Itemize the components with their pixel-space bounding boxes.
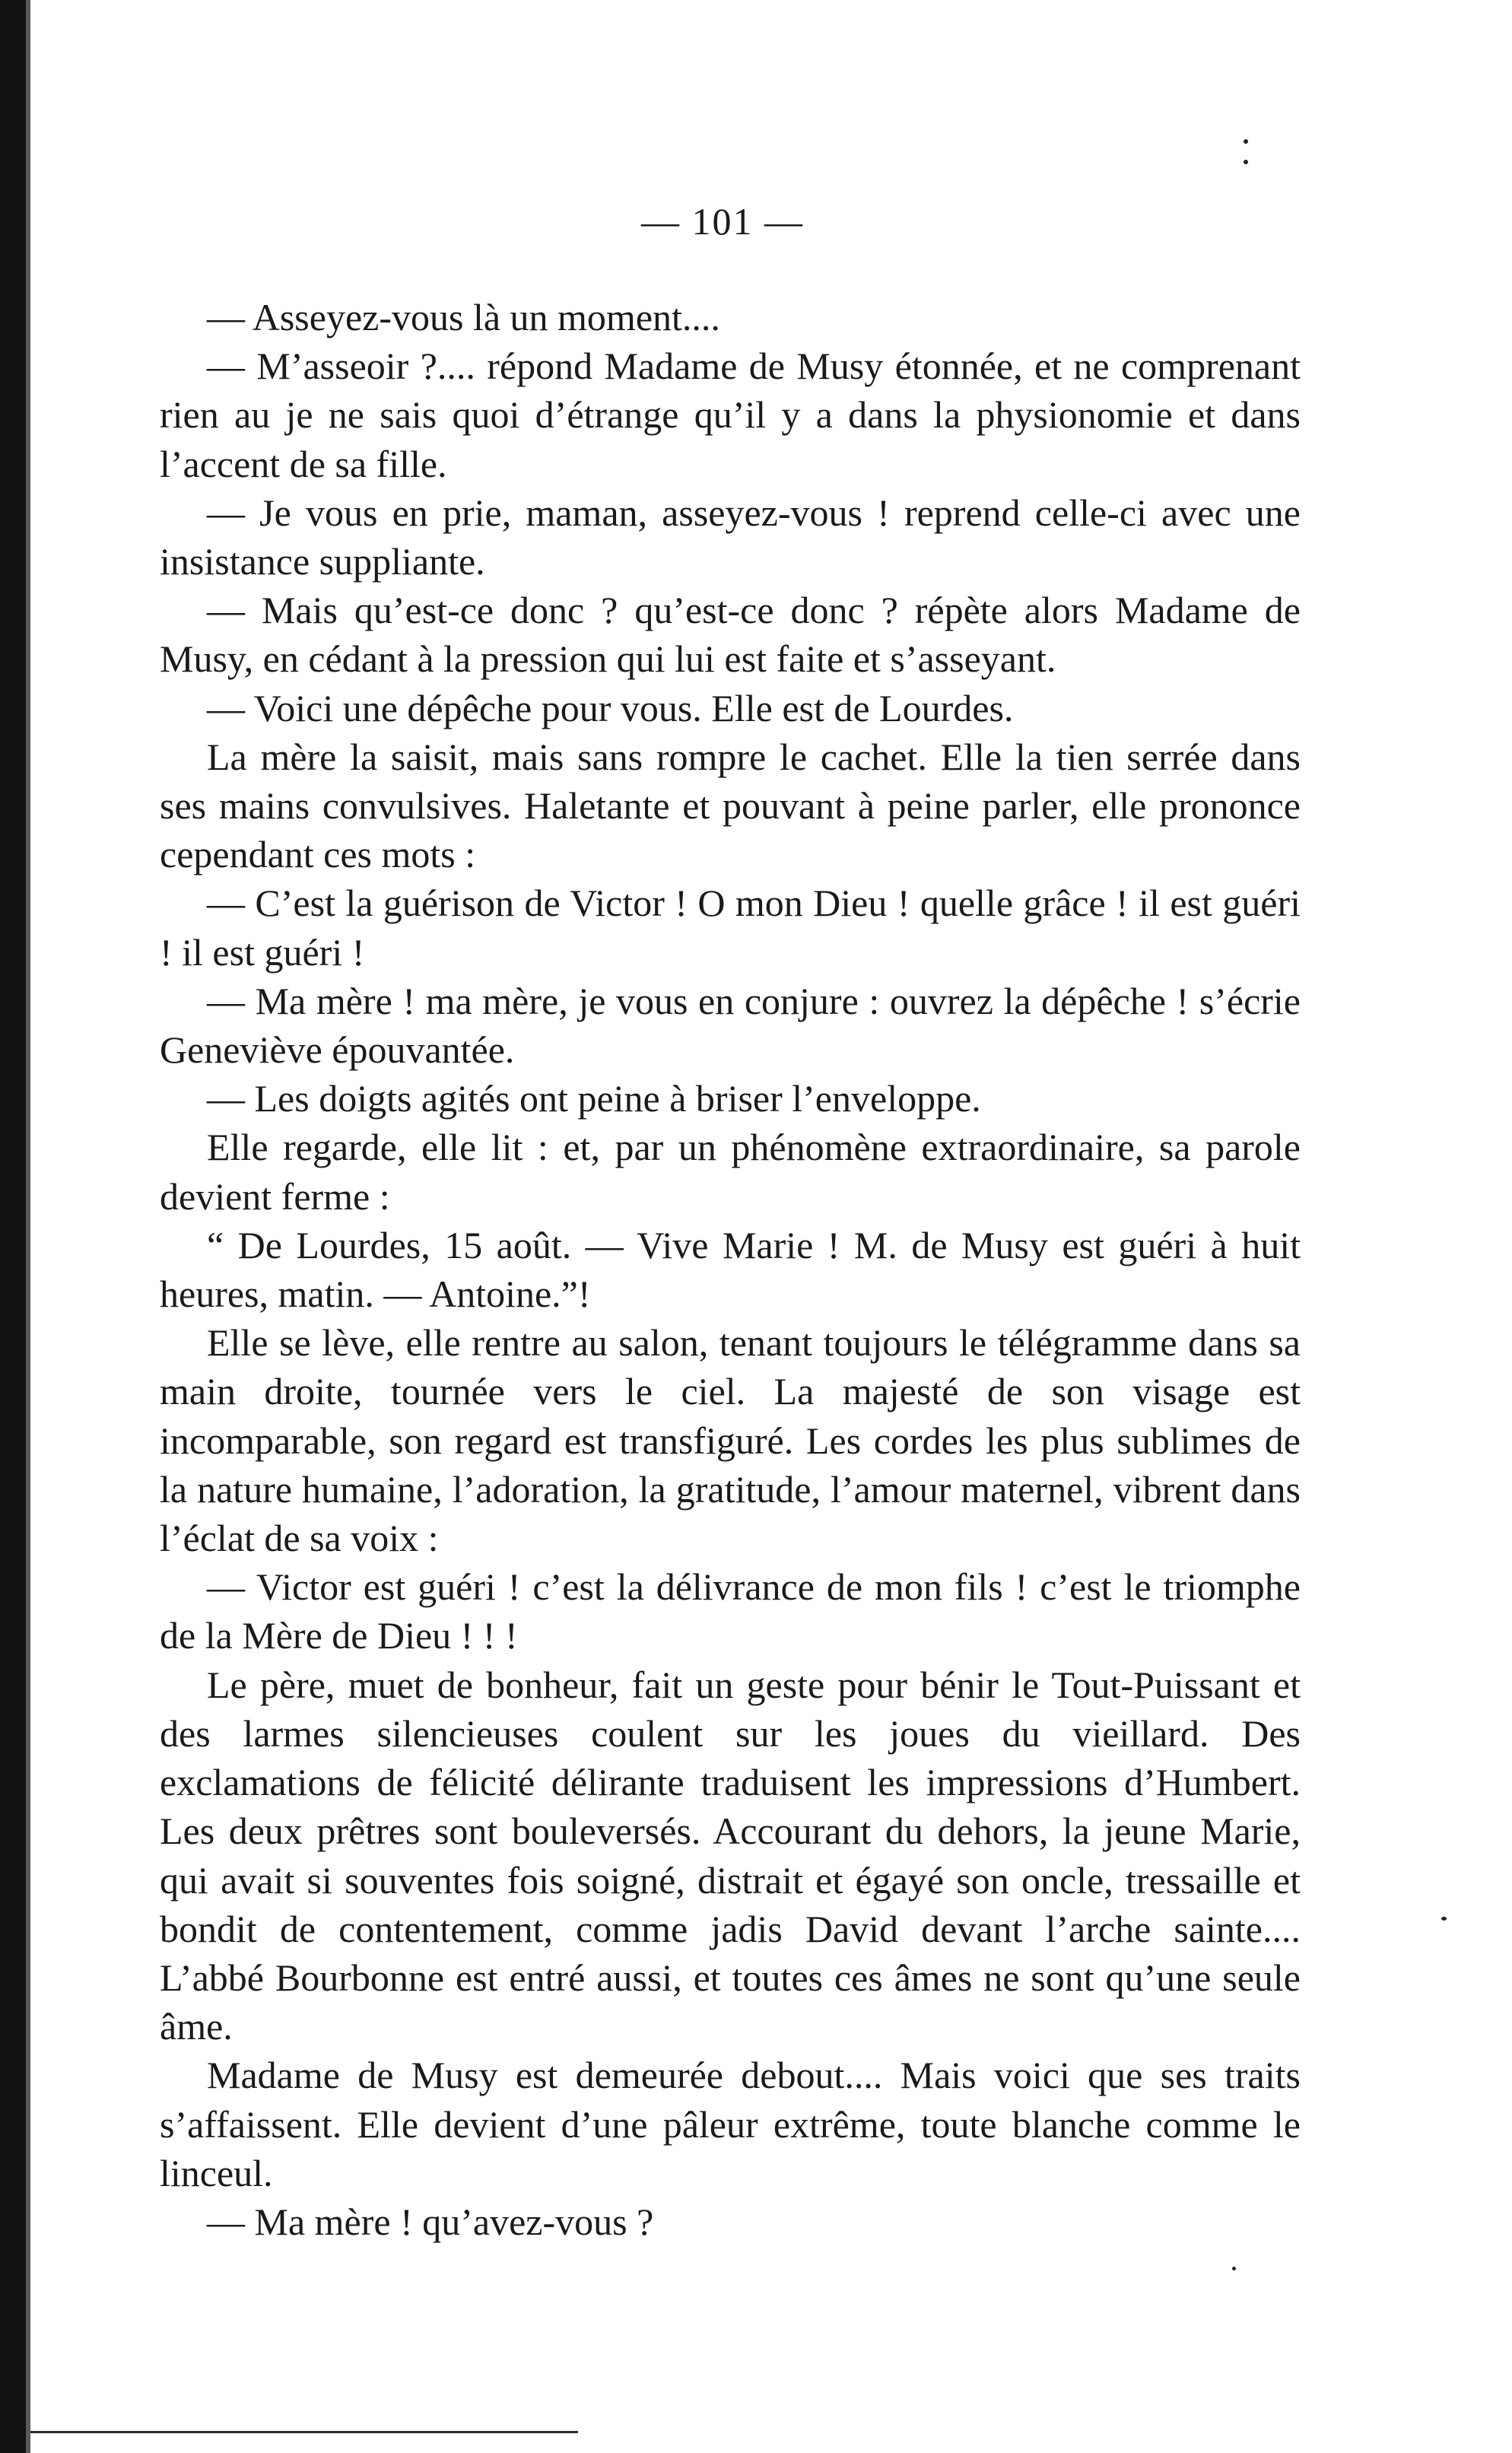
paragraph: — Asseyez-vous là un moment.... [207, 296, 720, 338]
paragraph: — Les doigts agités ont peine à briser l’enveloppe. [207, 1077, 981, 1120]
paragraph: — Ma mère ! ma mère, je vous en conjure : ouvrez la dépêche ! s’écrie Geneviève épouvantée. [160, 979, 1301, 1072]
paragraph: Madame de Musy est demeurée debout.... Mais voici que ses traits s’affaissent. Elle devient d’une pâleur extrême, toute blanche comme le linceul. [160, 2054, 1301, 2194]
paragraph: — C’est la guérison de Victor ! O mon Dieu ! quelle grâce ! il est guéri ! il est guéri ! [160, 882, 1301, 974]
print-speck [1232, 2267, 1236, 2270]
paragraph: Le père, muet de bonheur, fait un geste pour bénir le Tout-Puissant et des larmes silencieuses coulent sur les joues du vieillard. Des exclamations de félicité délirante traduisent les impressions d’Humbert. Les deux prêtres sont bouleversés. Accourant du dehors, la jeune Marie, qui avait si souventes fois soigné, distrait et égayé son oncle, tressaille et bondit de contentement, comme jadis David devant l’arche sainte.... L’abbé Bourbonne est entré aussi, et toutes ces âmes ne sont qu’une seule âme. [160, 1663, 1301, 2048]
paragraph: — Je vous en prie, maman, asseyez-vous ! reprend celle-ci avec une insistance suppliante. [160, 491, 1301, 583]
print-speck [1244, 160, 1248, 164]
paragraph: La mère la saisit, mais sans rompre le cachet. Elle la tien serrée dans ses mains convulsives. Haletante et pouvant à peine parler, elle prononce cependant ces mots : [160, 735, 1301, 876]
paragraph: Elle se lève, elle rentre au salon, tenant toujours le télégramme dans sa main droite, tournée vers le ciel. La majesté de son visage est incomparable, son regard est transfiguré. Les cordes les plus sublimes de la nature humaine, l’adoration, la gratitude, l’amour maternel, vibrent dans l’éclat de sa voix : [160, 1321, 1301, 1560]
bottom-rule [30, 2431, 578, 2433]
paragraph: — Victor est guéri ! c’est la délivrance de mon fils ! c’est le triomphe de la Mère de Dieu ! ! ! [160, 1565, 1301, 1657]
print-speck [1441, 1917, 1447, 1921]
paragraph: — Ma mère ! qu’avez-vous ? [207, 2200, 654, 2243]
page-binding-edge [0, 0, 26, 2453]
page-number: — 101 — [641, 200, 804, 243]
paragraph: “ De Lourdes, 15 août. — Vive Marie ! M. de Musy est guéri à huit heures, matin. — Antoine.”! [160, 1223, 1301, 1316]
paragraph: — Mais qu’est-ce donc ? qu’est-ce donc ? répète alors Madame de Musy, en cédant à la pression qui lui est faite et s’asseyant. [160, 589, 1301, 681]
paragraph: — Voici une dépêche pour vous. Elle est de Lourdes. [207, 686, 1014, 729]
print-speck [1244, 139, 1248, 144]
page-binding-shadow [26, 0, 30, 2453]
paragraph: Elle regarde, elle lit : et, par un phénomène extraordinaire, sa parole devient ferme : [160, 1126, 1301, 1218]
paragraph: — M’asseoir ?.... répond Madame de Musy étonnée, et ne comprenant rien au je ne sais quoi d’étrange qu’il y a dans la physionomie et dans l’accent de sa fille. [160, 345, 1301, 485]
body-text [160, 293, 1301, 2246]
